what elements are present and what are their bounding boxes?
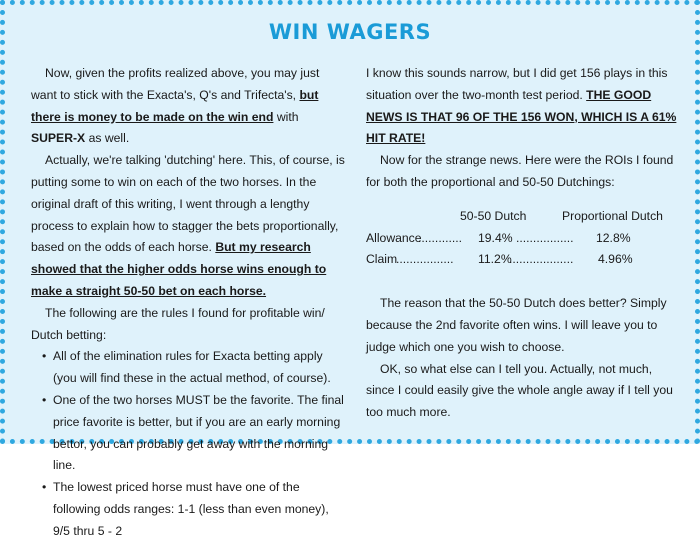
text: Now, given the profits realized above, you may just want to stick with the Exacta's, Q's and Trifecta's,	[31, 66, 320, 102]
column-header: 50-50 Dutch	[460, 208, 527, 223]
page-title: WIN WAGERS	[268, 20, 432, 44]
leader-dots: .................	[396, 252, 454, 267]
text: as well.	[85, 131, 130, 146]
text: I know this sounds narrow, but I did get 156 plays in this situation over the two-month test period.	[366, 66, 668, 102]
cell-value: 4.96%	[598, 252, 633, 267]
table-row	[366, 228, 682, 250]
paragraph-strange-news: Now for the strange news. Here were the ROIs I found for both the proportional and 50-50 Dutchings:	[366, 153, 674, 189]
paragraph-closing: OK, so what else can I tell you. Actually, not much, since I could easily give the whole angle away if I tell you too much more.	[366, 361, 673, 420]
underlined-text: But my research showed that the higher odds horse wins enough to make a straight 50-50 bet on each horse.	[31, 240, 327, 298]
roi-table	[366, 206, 682, 271]
paragraph-reason: The reason that the 50-50 Dutch does better? Simply because the 2nd favorite often wins. I will leave you to judge which one you wish to choose.	[366, 296, 667, 354]
leader-dots: .................	[516, 230, 574, 245]
paragraph-intro	[31, 63, 347, 150]
cell-value: 19.4%	[478, 230, 513, 245]
cell-value: 12.8%	[596, 230, 631, 245]
leader-dots: .............	[418, 230, 463, 245]
row-label: Allowance	[366, 230, 422, 245]
underlined-text: but there is money to be made on the win end	[31, 87, 319, 124]
column-header: Proportional Dutch	[562, 208, 663, 223]
table-row	[366, 249, 682, 271]
right-column	[366, 63, 682, 424]
cell-value: 11.2%	[478, 252, 512, 267]
list-item: • One of the two horses MUST be the favorite. The final price favorite is better, but if you are an early morning bettor, you can probably get away with the morning line.	[53, 390, 347, 477]
paragraph-dutching	[31, 150, 347, 303]
underlined-text: THE GOOD NEWS IS THAT 96 OF THE 156 WON, WHICH IS A 61% HIT RATE!	[366, 87, 677, 146]
bold-text: SUPER-X	[31, 131, 86, 146]
table-header	[366, 206, 682, 228]
paragraph-rules-intro: The following are the rules I found for profitable win/	[45, 305, 325, 320]
list-item: • The lowest priced horse must have one of the following odds ranges: 1-1 (less than even money), 9/5 thru 5 - 2	[53, 477, 347, 542]
text: with	[273, 109, 299, 124]
list-item: • All of the elimination rules for Exacta betting apply (you will find these in the actual method, of course).	[53, 346, 347, 390]
row-label: Claim	[366, 252, 398, 267]
paragraph-plays	[366, 63, 682, 150]
text: Actually, we're talking 'dutching' here. This, of course, is putting some to win on each of the two horses. In the original draft of this writing, I went through a lengthy process to explain how to stagger the bets proportionally, based on the odds of each horse.	[31, 153, 345, 255]
left-column	[31, 63, 347, 543]
leader-dots: ...................	[509, 252, 574, 267]
rules-list	[31, 346, 347, 542]
paragraph-rules-intro-cont: Dutch betting:	[31, 327, 107, 342]
